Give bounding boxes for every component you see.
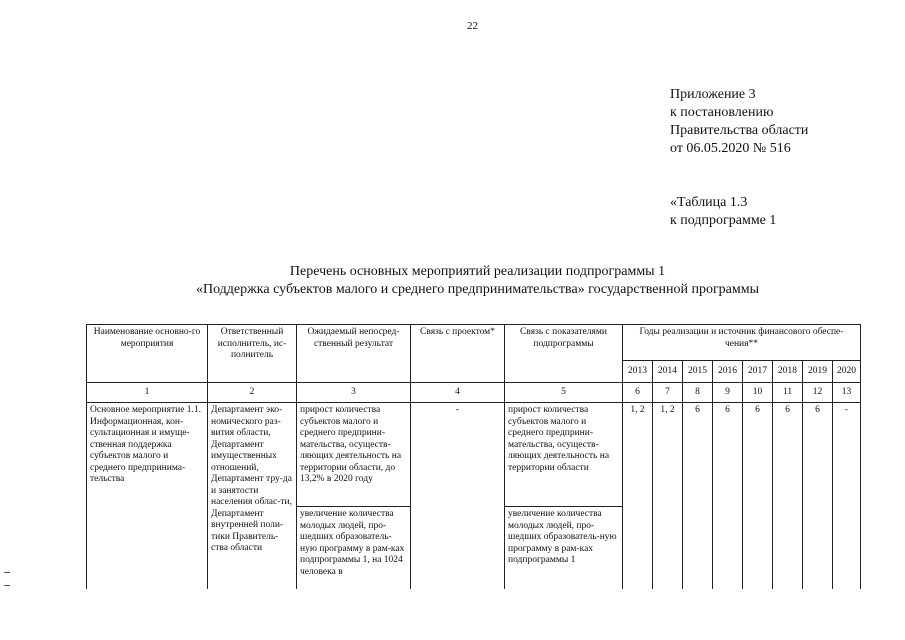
header-year: 2019 [803,361,833,383]
year-value-cell: 6 [743,403,773,589]
column-number: 10 [743,383,773,403]
column-number: 11 [773,383,803,403]
column-number: 2 [208,383,297,403]
appendix-block [670,86,808,158]
margin-mark [4,572,10,573]
measure-name-cell: Основное мероприятие 1.1. Информационная, кон-сультационная и имуще-ственная поддержка субъектов малого и среднего предпринима-тельства [87,403,208,589]
header-executor: Ответственный исполнитель, ис-полнитель [208,325,297,383]
year-value-cell: 1, 2 [623,403,653,589]
column-number: 9 [713,383,743,403]
header-project: Связь с проектом* [411,325,505,383]
result-cell-2: увеличение количества молодых людей, про-шедших образователь-ную программу в рам-ках подпрограммы 1, на 1024 человека в [297,507,411,589]
header-year: 2014 [653,361,683,383]
column-number: 13 [833,383,861,403]
header-year: 2016 [713,361,743,383]
header-years-group: Годы реализации и источник финансового обеспе-чения** [623,325,861,361]
header-result: Ожидаемый непосред-ственный результат [297,325,411,383]
column-number: 1 [87,383,208,403]
column-number: 4 [411,383,505,403]
column-number: 3 [297,383,411,403]
table-reference [670,194,776,230]
table-reference-line: к подпрограмме 1 [670,213,777,228]
year-value-cell: 1, 2 [653,403,683,589]
document-title [60,263,895,299]
header-year: 2013 [623,361,653,383]
measures-table [86,324,861,589]
indicator-cell-2: увеличение количества молодых людей, про-шедших образователь-ную программу в рам-ках подпрограммы 1 [505,507,623,589]
year-value-cell: 6 [803,403,833,589]
appendix-line: к постановлению [670,105,774,120]
table-reference-line: «Таблица 1.3 [670,195,748,210]
header-indicators: Связь с показателями подпрограммы [505,325,623,383]
column-number: 5 [505,383,623,403]
page-number: 22 [467,20,478,32]
header-year: 2017 [743,361,773,383]
title-line-1: Перечень основных мероприятий реализации подпрограммы 1 [289,264,666,279]
title-line-2: «Поддержка субъектов малого и среднего предпринимательства» государственной программы [195,282,760,297]
column-number: 12 [803,383,833,403]
year-value-cell: 6 [683,403,713,589]
year-value-cell: 6 [773,403,803,589]
appendix-line: Приложение 3 [670,87,756,102]
header-year: 2020 [833,361,861,383]
header-year: 2015 [683,361,713,383]
column-number-row [87,383,861,403]
indicator-cell-1: прирост количества субъектов малого и среднего предприни-мательства, осуществ-ляющих деятельность на территории области [505,403,623,507]
project-cell: - [411,403,505,589]
executor-cell: Департамент эко-номического раз-вития области, Департамент имущественных отношений, Департамент тру-да и занятости населения облас-ти, Департамент внутренней поли-тики Правитель-ства области [208,403,297,589]
appendix-line: от 06.05.2020 № 516 [670,141,791,156]
table-row [87,403,861,507]
margin-mark [4,585,10,586]
column-number: 7 [653,383,683,403]
column-number: 8 [683,383,713,403]
result-cell-1: прирост количества субъектов малого и среднего предприни-мательства, осуществ-ляющих деятельность на территории области, до 13,2% в 2020 году [297,403,411,507]
header-name: Наименование основно-го мероприятия [87,325,208,383]
header-year: 2018 [773,361,803,383]
appendix-line: Правительства области [670,123,809,138]
year-value-cell: 6 [713,403,743,589]
column-number: 6 [623,383,653,403]
year-value-cell: - [833,403,861,589]
